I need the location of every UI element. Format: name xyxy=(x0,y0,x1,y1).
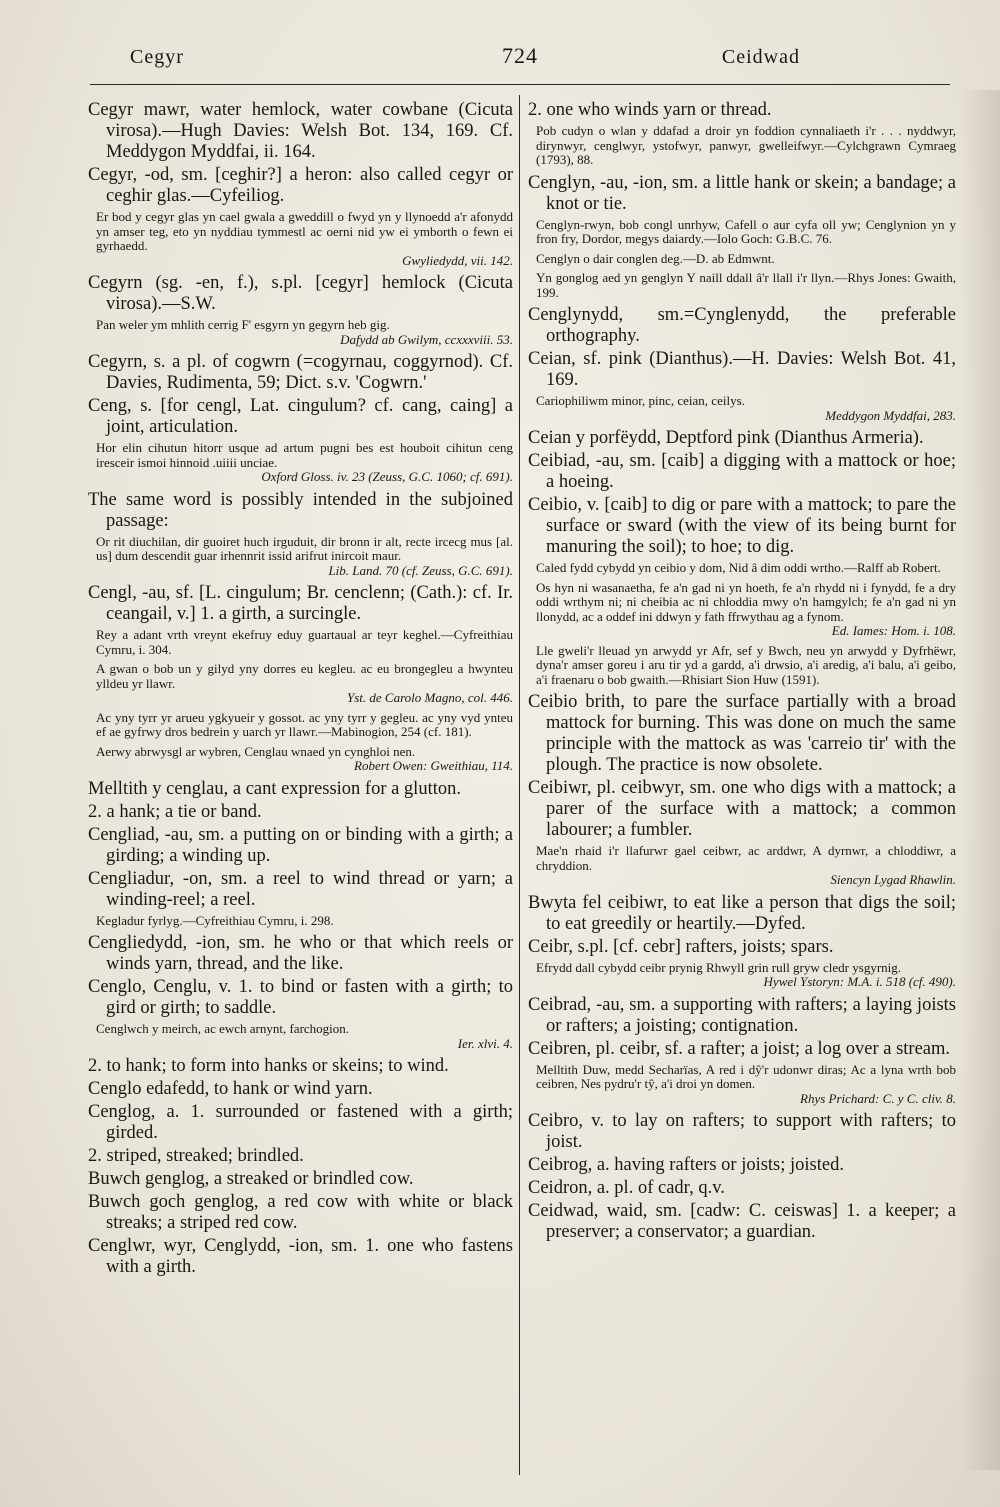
dictionary-entry: Cenglo, Cenglu, v. 1. to bind or fasten with a girth; to gird or girth; to saddle. xyxy=(88,977,513,1018)
dictionary-entry: Ceian, sf. pink (Dianthus).—H. Davies: Welsh Bot. 41, 169. xyxy=(528,349,956,390)
dictionary-entry: 2. striped, streaked; brindled. xyxy=(88,1146,304,1166)
citation-text: Cariophiliwm minor, pinc, ceian, ceilys. xyxy=(536,393,745,408)
citation-source: Siencyn Lygad Rhawlin. xyxy=(830,872,956,887)
citation-quote xyxy=(528,271,956,300)
dictionary-entry: Ceibro, v. to lay on rafters; to support with rafters; to joist. xyxy=(528,1111,956,1152)
citation-text: Cenglyn o dair conglen deg.—D. ab Edmwnt. xyxy=(536,250,775,266)
right-column xyxy=(528,100,956,1245)
dictionary-entry: Cegyrn (sg. -en, f.), s.pl. [cegyr] hemlock (Cicuta virosa).—S.W. xyxy=(88,273,513,314)
dictionary-entry: 2. one who winds yarn or thread. xyxy=(528,100,772,120)
citation-text: Pan weler ym mhlith cerrig F' esgyrn yn gegyrn heb gig. xyxy=(96,317,390,332)
citation-text: Pob cudyn o wlan y ddafad a droir yn foddion cynnaliaeth i'r . . . nyddwyr, dirynwyr, cenglwyr, ystofwyr, panwyr, gwelleifwyr.—Cylchgrawn Cymraeg (1793), 88. xyxy=(536,123,956,167)
citation-quote xyxy=(528,844,956,888)
citation-quote xyxy=(88,662,513,706)
citation-text: Er bod y cegyr glas yn cael gwala a gweddill o fwyd yn y llynoedd a'r afonydd yn amser teg, eto yn nyddiau tymmestl ac oerni nid yw ei ymborth o fewn ei gyrhaedd. xyxy=(96,209,513,253)
dictionary-entry: Cenglo edafedd, to hank or wind yarn. xyxy=(88,1079,373,1099)
citation-source: Lib. Land. 70 (cf. Zeuss, G.C. 691). xyxy=(328,562,513,578)
dictionary-entry: Ceibiwr, pl. ceibwyr, sm. one who digs with a mattock; a parer of the surface with a mattock; a common labourer; a fumbler. xyxy=(528,778,956,840)
dictionary-entry: Ceian y porfëydd, Deptford pink (Dianthus Armeria). xyxy=(528,428,924,448)
citation-source: Meddygon Myddfai, 283. xyxy=(825,407,956,423)
citation-quote xyxy=(88,318,513,347)
citation-quote xyxy=(88,441,513,485)
citation-quote xyxy=(88,1022,513,1051)
dictionary-entry: 2. to hank; to form into hanks or skeins; to wind. xyxy=(88,1056,449,1076)
citation-text: Hor elin cihutun hitorr usque ad artum pugni bes est houboit cihitun ceng iresceir ismoi hinnoid .uiiii unciae. xyxy=(96,440,513,470)
dictionary-entry: Buwch goch genglog, a red cow with white or black streaks; a striped red cow. xyxy=(88,1192,513,1233)
citation-text: Or rit diuchilan, dir guoiret huch irguduit, dir bronn ir alt, recte ircecg mus [al. us] dum descendit guar irhennrit issid arifrut inircoit maur. xyxy=(96,533,513,563)
citation-quote xyxy=(528,218,956,247)
citation-quote xyxy=(528,561,956,576)
citation-quote xyxy=(88,628,513,657)
dictionary-entry: Cegyrn, s. a pl. of cogwrn (=cogyrnau, coggyrnod). Cf. Davies, Rudimenta, 59; Dict. s.v. 'Cogwrn.' xyxy=(88,352,513,393)
citation-text: A gwan o bob un y gilyd yny dorres eu kegleu. ac eu brongegleu a hwynteu ylldeu yr llawr. xyxy=(96,661,513,691)
citation-text: Ac yny tyrr yr arueu ygkyueir y gossot. ac yny tyrr y gegleu. ac yny vyd ynteu ef ae gyfrwy dros bedrein y uarch yr llawr.—Mabinogion, 254 (cf. 181). xyxy=(96,709,513,739)
citation-text: Aerwy abrwysgl ar wybren, Cenglau wnaed yn cynghloi nen. xyxy=(96,743,416,759)
citation-quote xyxy=(88,914,513,929)
dictionary-entry: Cegyr mawr, water hemlock, water cowbane (Cicuta virosa).—Hugh Davies: Welsh Bot. 134, 169. Cf. Meddygon Myddfai, ii. 164. xyxy=(88,100,513,162)
citation-source: Ier. xlvi. 4. xyxy=(457,1035,513,1051)
dictionary-entry: Ceidwad, waid, sm. [cadw: C. ceiswas] 1. a keeper; a preserver; a conservator; a guardian. xyxy=(528,1201,956,1242)
left-column xyxy=(88,100,513,1280)
dictionary-entry: Cenglynydd, sm.=Cynglenydd, the preferable orthography. xyxy=(528,305,956,346)
dictionary-entry: Melltith y cenglau, a cant expression for a glutton. xyxy=(88,778,461,799)
citation-source: Oxford Gloss. iv. 23 (Zeuss, G.C. 1060; cf. 691). xyxy=(261,469,513,484)
dictionary-entry: Bwyta fel ceibiwr, to eat like a person that digs the soil; to eat greedily or heartily.—Dyfed. xyxy=(528,892,956,934)
citation-quote xyxy=(528,961,956,990)
dictionary-entry: Cenglyn, -au, -ion, sm. a little hank or skein; a bandage; a knot or tie. xyxy=(528,172,956,214)
dictionary-entry: Cegyr, -od, sm. [ceghir?] a heron: also called cegyr or ceghir glas.—Cyfeiliog. xyxy=(88,165,513,206)
dictionary-entry: Cengliadur, -on, sm. a reel to wind thread or yarn; a winding-reel; a reel. xyxy=(88,868,513,910)
column-divider xyxy=(519,95,520,1475)
citation-quote xyxy=(528,581,956,639)
citation-quote xyxy=(528,644,956,688)
citation-text: Rey a adant vrth vreynt ekefruy eduy guartaual ar teyr keghel.—Cyfreithiau Cymru, i. 304. xyxy=(96,627,513,657)
citation-source: Rhys Prichard: C. y C. cliv. 8. xyxy=(800,1090,956,1106)
running-header xyxy=(90,43,950,76)
citation-source: Hywel Ystoryn: M.A. i. 518 (cf. 490). xyxy=(763,974,956,989)
dictionary-entry: Ceibr, s.pl. [cf. cebr] rafters, joists; spars. xyxy=(528,936,834,957)
citation-quote xyxy=(88,210,513,268)
citation-source: Ed. Iames: Hom. i. 108. xyxy=(831,623,956,638)
citation-quote xyxy=(528,252,956,267)
header-right-word: Ceidwad xyxy=(721,46,800,68)
citation-text: Caled fydd cybydd yn ceibio y dom, Nid â dim oddi wrtho.—Ralff ab Robert. xyxy=(536,560,941,575)
citation-quote xyxy=(88,535,513,579)
citation-source: Yst. de Carolo Magno, col. 446. xyxy=(347,690,513,705)
dictionary-entry: The same word is possibly intended in the subjoined passage: xyxy=(88,489,513,531)
citation-source: Robert Owen: Gweithiau, 114. xyxy=(354,758,513,773)
dictionary-entry: Cenglog, a. 1. surrounded or fastened with a girth; girded. xyxy=(88,1102,513,1143)
page-number: 724 xyxy=(502,43,538,68)
citation-quote xyxy=(88,745,513,774)
citation-source: Dafydd ab Gwilym, ccxxxviii. 53. xyxy=(340,331,513,347)
citation-text: Efrydd dall cybydd ceibr prynig Rhwyll grin rull gryw cledr ysgyrnig. xyxy=(536,959,902,975)
dictionary-entry: Ceibrad, -au, sm. a supporting with rafters; a laying joists or rafters; a joisting; contignation. xyxy=(528,994,956,1036)
citation-text: Lle gweli'r lleuad yn arwydd yr Afr, sef y Bwch, neu yn arwydd y Dyfrhëwr, dyna'r amser goreu i aru tir yd a gardd, a'i drwsio, a'i aredig, a'i balu, a'i geibo, a'i fraenaru o bob gwaith.—Rhisiart Sion Huw (1591). xyxy=(536,642,956,687)
citation-quote xyxy=(528,1063,956,1107)
citation-text: Melltith Duw, medd Secharïas, A red i dŷ'r udonwr diras; Ac a lyna wrth bob ceibren, Nes pydru'r tŷ, a'i droi yn domen. xyxy=(536,1061,956,1091)
dictionary-entry: Cengl, -au, sf. [L. cingulum; Br. cenclenn; (Cath.): cf. Ir. ceangail, v.] 1. a girth, a surcingle. xyxy=(88,583,513,624)
dictionary-entry: Ceidron, a. pl. of cadr, q.v. xyxy=(528,1178,725,1198)
citation-text: Yn gonglog aed yn genglyn Y naill ddall â'r llall i'r llyn.—Rhys Jones: Gwaith, 199. xyxy=(536,270,956,300)
dictionary-entry: Cenglwr, wyr, Cenglydd, -ion, sm. 1. one who fastens with a girth. xyxy=(88,1236,513,1277)
citation-quote xyxy=(88,711,513,740)
header-left-word: Cegyr xyxy=(130,46,184,68)
citation-text: Mae'n rhaid i'r llafurwr gael ceibwr, ac arddwr, A dyrnwr, a chloddiwr, a chryddion. xyxy=(536,843,956,873)
dictionary-entry: Cengliad, -au, sm. a putting on or binding with a girth; a girding; a winding up. xyxy=(88,824,513,866)
citation-source: Gwyliedydd, vii. 142. xyxy=(402,252,513,268)
citation-text: Cenglwch y meirch, ac ewch arnynt, farchogion. xyxy=(96,1021,350,1036)
citation-text: Kegladur fyrlyg.—Cyfreithiau Cymru, i. 298. xyxy=(96,912,334,928)
dictionary-entry: Ceibrog, a. having rafters or joists; joisted. xyxy=(528,1155,844,1175)
dictionary-entry: Ceibio brith, to pare the surface partially with a broad mattock for burning. This was done on much the same principle with the mattock as was 'carreio tir' with the plough. The practice is now obsolete. xyxy=(528,692,956,775)
page-edge-shadow xyxy=(960,90,1000,1470)
citation-quote xyxy=(528,124,956,168)
dictionary-entry: Ceibio, v. [caib] to dig or pare with a mattock; to pare the surface or sward (with the view of its being burnt for manuring the soil); to hoe; to dig. xyxy=(528,495,956,557)
dictionary-entry: Buwch genglog, a streaked or brindled cow. xyxy=(88,1169,414,1189)
header-rule xyxy=(90,84,950,85)
dictionary-entry: Cengliedydd, -ion, sm. he who or that which reels or winds yarn, thread, and the like. xyxy=(88,933,513,974)
dictionary-entry: Ceng, s. [for cengl, Lat. cingulum? cf. cang, caing] a joint, articulation. xyxy=(88,396,513,437)
citation-text: Os hyn ni wasanaetha, fe a'n gad ni yn hoeth, fe a'n rhydd ni i fynydd, fe a dry oddi wrthym ni; ni cheibia ac ni chloddia mwy o'n hamgylch; fe a'n gad ni yn llonydd, ac a oddef ini ddwyn y fath ffrwythau ag a fynom. xyxy=(536,579,956,624)
dictionary-entry: 2. a hank; a tie or band. xyxy=(88,801,262,822)
dictionary-entry: Ceibren, pl. ceibr, sf. a rafter; a joist; a log over a stream. xyxy=(528,1038,951,1059)
citation-text: Cenglyn-rwyn, bob congl unrhyw, Cafell o aur cyfa oll yw; Cenglynion yn y fron fry, Dordor, megys daiardy.—Iolo Goch: G.B.C. 76. xyxy=(536,216,956,246)
citation-quote xyxy=(528,394,956,423)
dictionary-entry: Ceibiad, -au, sm. [caib] a digging with a mattock or hoe; a hoeing. xyxy=(528,451,956,492)
